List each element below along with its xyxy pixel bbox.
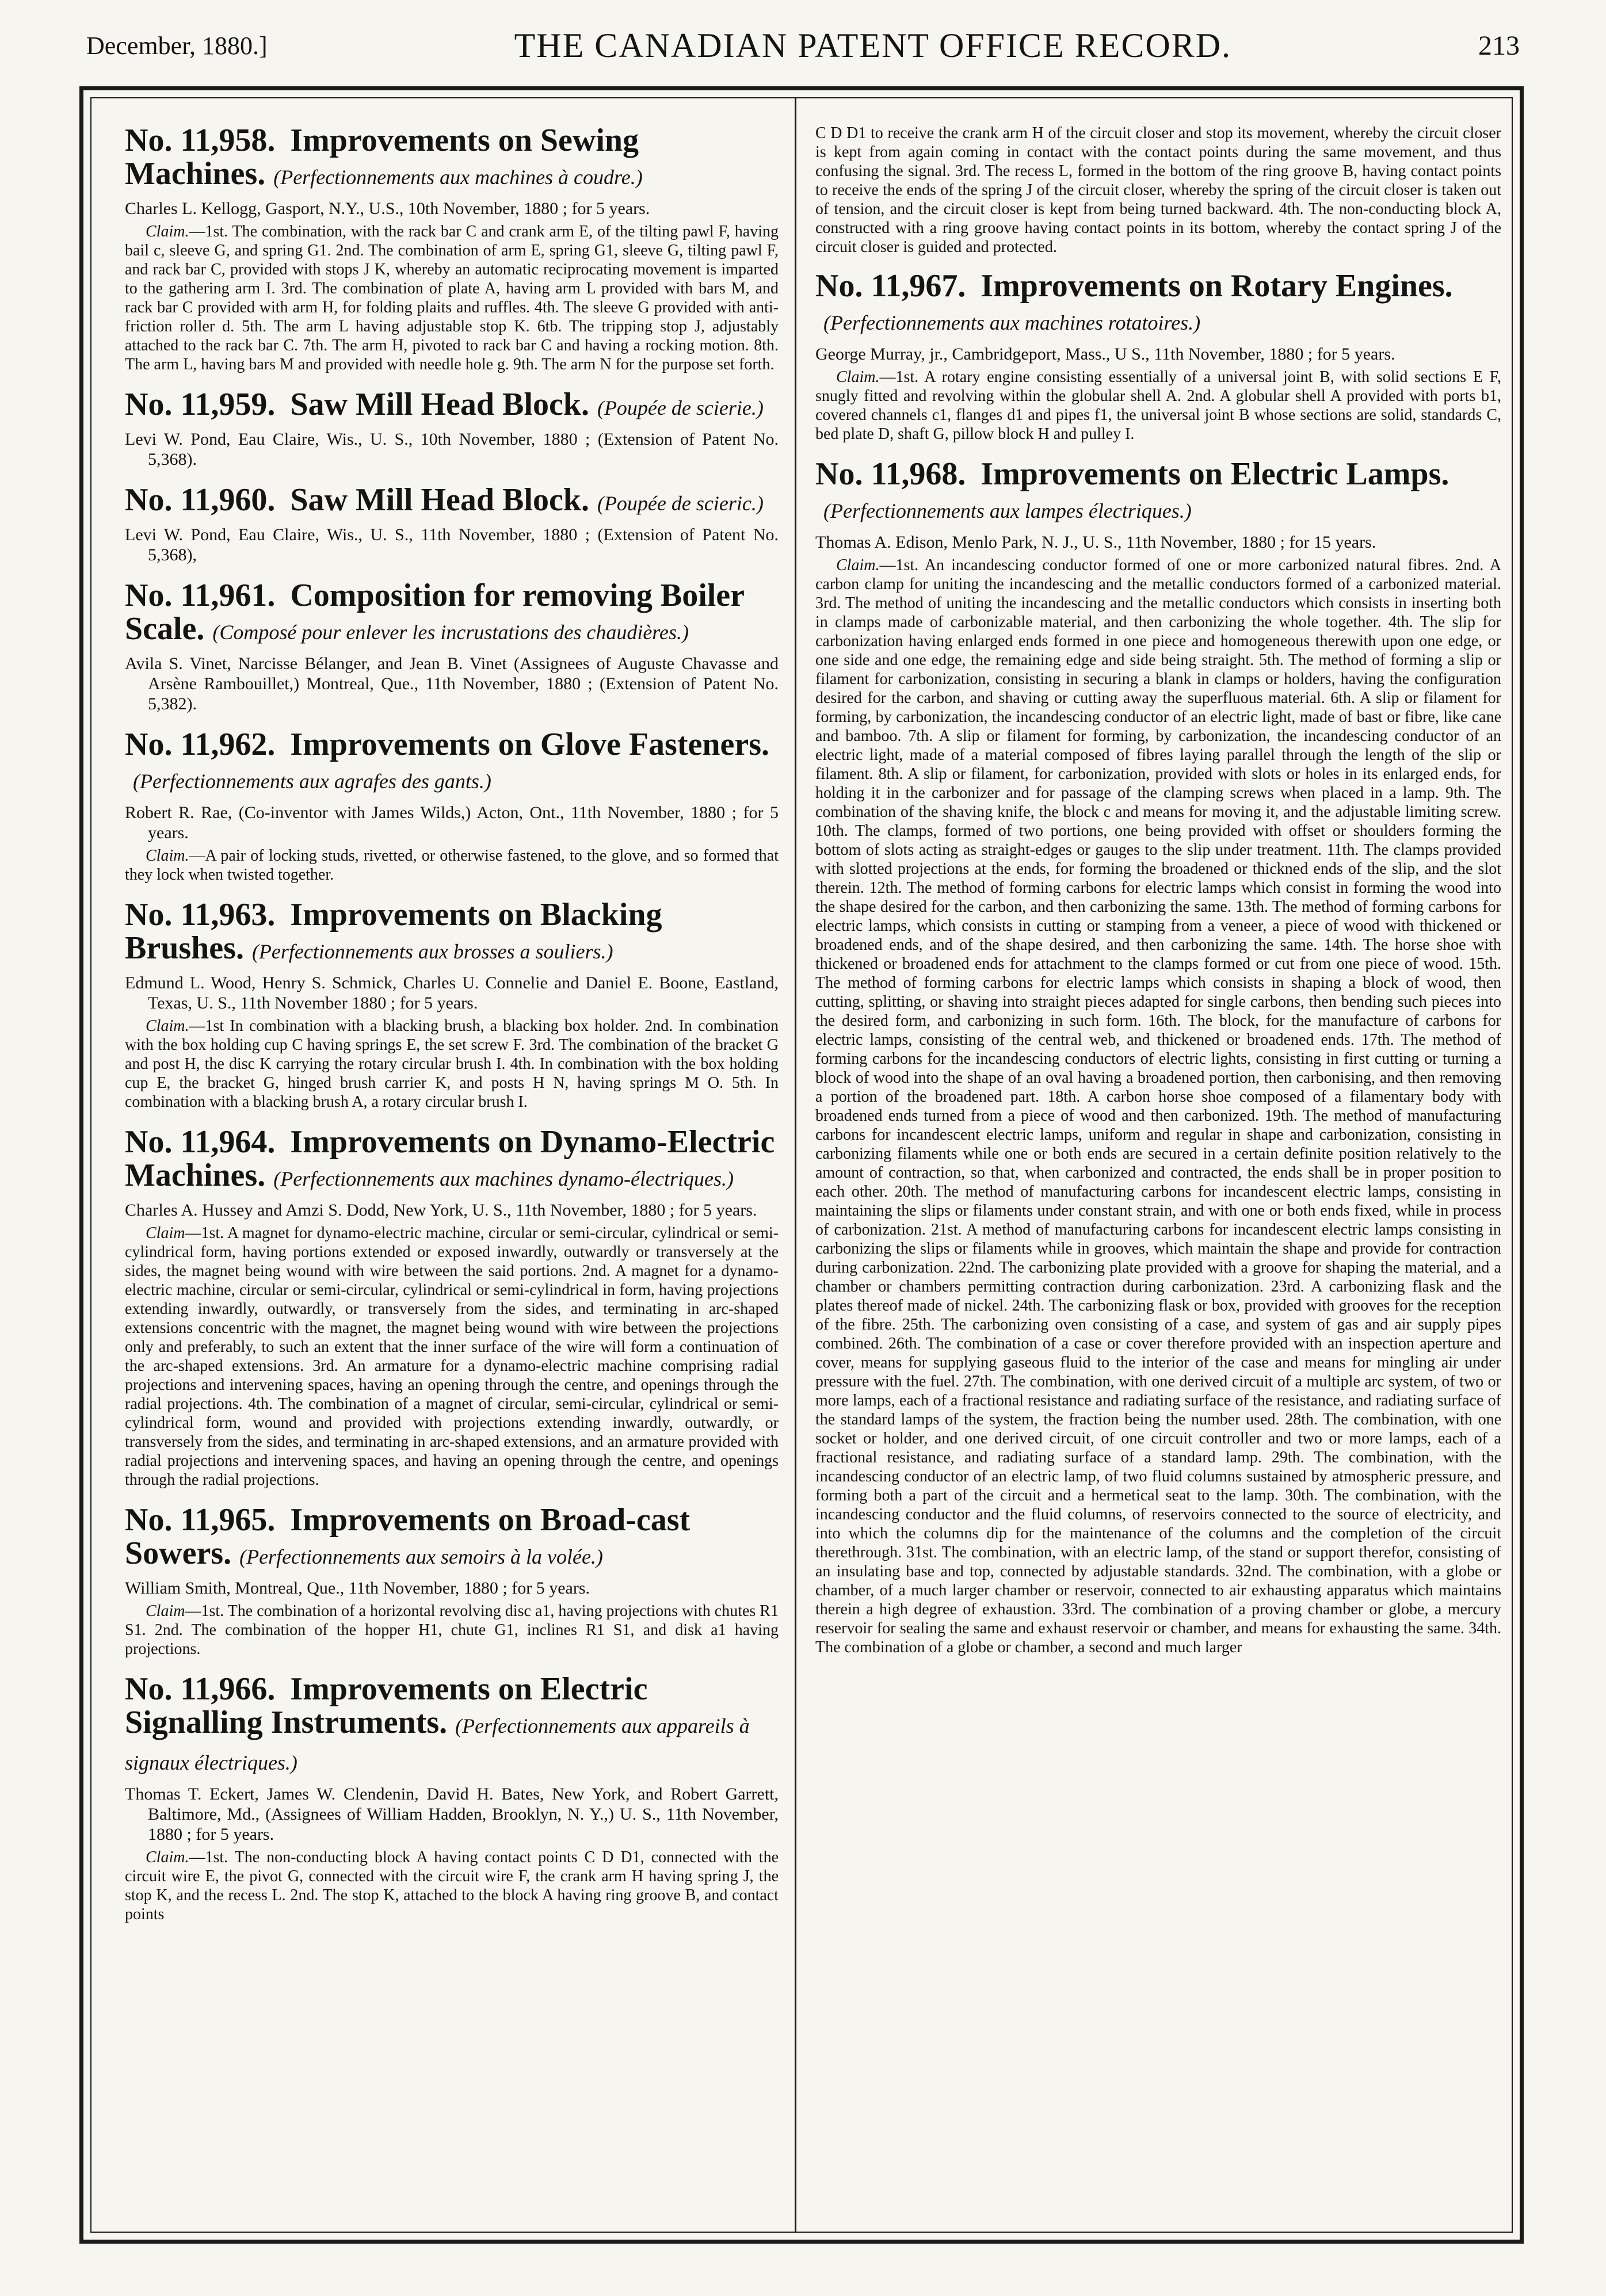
- left-column: [125, 124, 779, 1938]
- patent-title: Improvements on Electric Signalling Instruments.: [125, 1671, 648, 1740]
- french-title: (Perfectionnements aux machines dynamo-électriques.): [273, 1167, 734, 1190]
- french-title: (Perfectionnements aux agrafes des gants.): [133, 770, 491, 793]
- patent-number: No. 11,963.: [125, 897, 276, 933]
- patent-title: Improvements on Rotary Engines.: [981, 268, 1453, 304]
- right-column: [815, 124, 1501, 1671]
- claim-text: [125, 1017, 779, 1111]
- patent-title: Improvements on Sewing Machines.: [125, 123, 639, 192]
- patent-number: No. 11,967.: [815, 268, 966, 304]
- inventor-line: William Smith, Montreal, Que., 11th November, 1880 ; for 5 years.: [125, 1579, 590, 1598]
- french-title: (Perfectionnements aux machines à coudre.): [273, 166, 643, 189]
- french-title: (Perfectionnements aux brosses a souliers.): [251, 940, 613, 963]
- patent-title: Saw Mill Head Block.: [290, 387, 589, 422]
- inventor-line: Thomas T. Eckert, James W. Clendenin, David H. Bates, New York, and Robert Garrett, Baltimore, Md., (Assignees of William Hadden, Brooklyn, N. Y.,) U. S., 11th November, 1880 ; for 5 years.: [125, 1785, 779, 1844]
- patent-heading: [815, 269, 1501, 339]
- claim-body: —1st. The combination of a horizontal revolving disc a1, having projections with chutes R1 S1. 2nd. The combination of the hopper H1, chute G1, inclines R1 S1, and disk a1 having projections.: [125, 1602, 779, 1658]
- claim-body: —1st. An incandescing conductor formed of one or more carbonized natural fibres. 2nd. A carbon clamp for uniting the incandescing and the metallic conductors formed of a carbonized material. 3rd. The method of uniting the incandescing and the metallic conductors which consists in inserting both in clamps made of carbonizable material, and then carbonizing the whole together. 4th. The slip for carbonization having enlarged ends formed in one piece and homogeneous therewith upon one edge, or one side and one edge, the remaining edge and side being straight. 5th. The method of forming a slip or filament for carbonization, consisting in securing a blank in clamps or holders, having the configuration desired for the carbon, and shaving or cutting away the superfluous material. 6th. A slip or filament for forming, by carbonization, the incandescing conductor of an electric light, made of bast or fibre, like cane and bamboo. 7th. A slip or filament for forming, by carbonization, the incandescing conductor of an electric light, made of a material composed of fibres laying parallel through the length of the slip or filament. 8th. A slip or filament, for carbonization, provided with slots or holes in its enlarged ends, for holding it in the carbonizer and for passage of the clamping screws when placed in a lamp. 9th. The combination of the shaving knife, the block c and means for moving it, and the adjustable limiting screw. 10th. The clamps, formed of two portions, one being provided with offset or shoulders forming the bottom of slots acting as straight-edges or gauges to the slip under treatment. 11th. The clamps provided with slotted projections at the ends, for forming the broadened or thickned ends of the slip, and the slot therein. 12th. The method of forming carbons for electric lamps which consist in forming the wood into the shape desired for the carbon, and then carbonizing the same. 13th. The method of forming carbons for electric lamps, which consists in cutting or stamping from a veneer, a piece of wood with thickened or broadened ends, and of the shape desired, and then carbonizing the same. 14th. The horse shoe with thickened or broadened ends for attachment to the clamps formed or cut from one piece of wood. 15th. The method of forming carbons for electric lamps which consists in shaping a block of wood, then cutting, splitting, or shaving into straight pieces adapted for single carbons, then bending such pieces into the desired form, and carbonizing in such form. 16th. The block, for the manufacture of carbons for electric lamps, consisting of the central web, and thickened or broadened ends. 17th. The method of forming carbons for the incandescing conductors of electric lights, consisting in first cutting or turning a block of wood into the shape of an oval having a broadened portion, then carbonising, and then removing a portion of the broadened part. 18th. A carbon horse shoe composed of a filamentary body with broadened ends turned from a piece of wood and then carbonized. 19th. The method of manufacturing carbons for incandescent electric lamps, uniform and regular in shape and carbonization, consisting in carbonizing filaments while one or both ends are secured in a certain definite position relatively to the amount of contraction, so that, when carbonized and contracted, the ends shall be in proper position to each other. 20th. The method of manufacturing carbons for incandescent electric lamps, consisting in maintaining the slips or filaments under constant strain, and with one or both ends fixed, while in process of carbonization. 21st. A method of manufacturing carbons for incandescent electric lamps consisting in carbonizing the slips or filaments while in grooves, which maintain the shape and provide for contraction during carbonization. 22nd. The carbonizing plate provided with a groove for shaping the material, and a chamber or chambers permitting contraction during carbonization. 23rd. A carbonizing flask and the plates thereof made of nickel. 24th. The carbonizing flask or box, provided with grooves for the reception of the fibre. 25th. The carbonizing oven consisting of a case, and system of gas and air supply pipes combined. 26th. The combination of a case or cover therefore provided with an inspection aperture and cover, means for supplying gaseous fluid to the interior of the case and means for mingling air under pressure with the fuel. 27th. The combination, with one derived circuit of a multiple arc system, of two or more lamps, each of a fractional resistance and radiating surface of the resistance, and radiating surface of the standard lamps of the system, the fraction being the number used. 28th. The combination, with one socket or holder, and one derived circuit, of one circuit controller and two or more lamps, each of a fractional resistance, and radiating surface of a standard lamp. 29th. The combination, with the incandescing conductor of an electric lamp, of two fluid columns sustained by atmospheric pressure, and forming both a part of the circuit and a hermetical seat to the lamp. 30th. The combination, with the incandescing conductor and the fluid columns, of reservoirs connected to the source of electricity, and into which the columns dip for the maintenance of the columns and the completion of the circuit therethrough. 31st. The combination, with an electric lamp, of the stand or support therefor, consisting of an insulating base and top, connected by adjustable standards. 32nd. The combination, with a globe or chamber, of a much larger chamber or reservoir, connected to air exhausting apparatus which maintains therein a high degree of exhaustion. 33rd. The combination of a proving chamber or globe, a mercury reservoir for sealing the same and exhaust reservoir or chamber, and means for exhausting the same. 34th. The combination of a globe or chamber, a second and much larger: [815, 556, 1501, 1656]
- claim-body: —A pair of locking studs, rivetted, or otherwise fastened, to the glove, and so formed that they lock when twisted together.: [125, 847, 779, 884]
- claim-label: Claim.: [146, 847, 189, 865]
- claim-label: Claim: [146, 1224, 185, 1242]
- claim-text: [125, 1602, 779, 1659]
- patent-title: Improvements on Glove Fasteners.: [290, 727, 770, 762]
- patent-heading: [125, 1672, 779, 1779]
- page-number: 213: [1478, 30, 1520, 61]
- claim-label: Claim.: [146, 1017, 189, 1035]
- patent-entry-11958: [125, 124, 779, 374]
- french-title: (Perfectionnements aux semoirs à la volée.): [239, 1545, 603, 1568]
- patent-entry-11960: [125, 483, 779, 565]
- patent-number: No. 11,960.: [125, 482, 276, 518]
- publication-title: THE CANADIAN PATENT OFFICE RECORD.: [514, 26, 1232, 64]
- inventor-line: Levi W. Pond, Eau Claire, Wis., U. S., 10th November, 1880 ; (Extension of Patent No. 5,368).: [125, 430, 779, 469]
- patent-heading: [125, 898, 779, 968]
- claim-body: —1st. The combination, with the rack bar C and crank arm E, of the tilting pawl F, having bail c, sleeve G, and spring G1. 2nd. The combination of arm E, spring G1, sleeve G, tilting pawl F, and rack bar C, provided with stops J K, whereby an automatic reciprocating movement is imparted to the gathering arm I. 3rd. The combination of plate A, having arm L provided with bars M, and rack bar C provided with arm H, for folding plaits and ruffles. 4th. The sleeve G provided with anti-friction roller d. 5th. The arm L having adjustable stop K. 6tb. The tripping stop J, adjustably attached to the rack bar C. 7th. The arm H, pivoted to rack bar C and having a rocking motion. 8th. The arm L, having bars M and provided with needle hole g. 9th. The arm N for the purpose set forth.: [125, 223, 779, 373]
- claim-label: Claim.: [146, 1848, 189, 1866]
- continued-claim-text: C D D1 to receive the crank arm H of the circuit closer and stop its movement, whereby the circuit closer is kept from again coming in contact with the contact points during the same movement, and thus confusing the signal. 3rd. The recess L, formed in the bottom of the ring groove B, having contact points to receive the ends of the spring J of the circuit closer, whereby the spring of the circuit closer is taken out of tension, and the circuit closer is kept from being turned backward. 4th. The non-conducting block A, constructed with a ring groove having contact points in its bottom, whereby the contact spring J of the circuit closer is guided and protected.: [815, 124, 1501, 256]
- patent-number: No. 11,962.: [125, 727, 276, 762]
- claim-text: [815, 368, 1501, 444]
- claim-text: [125, 222, 779, 374]
- claim-text: [125, 1848, 779, 1924]
- claim-label: Claim.: [836, 556, 880, 574]
- claim-label: Claim: [146, 1602, 185, 1620]
- patent-title: Improvements on Broad-cast Sowers.: [125, 1502, 691, 1571]
- claim-label: Claim.: [836, 368, 880, 386]
- french-title: (Perfectionnements aux machines rotatoires.): [823, 311, 1201, 334]
- inventor-line: Charles A. Hussey and Amzi S. Dodd, New York, U. S., 11th November, 1880 ; for 5 years.: [125, 1201, 757, 1220]
- inventor-line: George Murray, jr., Cambridgeport, Mass., U S., 11th November, 1880 ; for 5 years.: [815, 345, 1395, 364]
- running-head: [86, 25, 1520, 66]
- patent-number: No. 11,961.: [125, 578, 276, 613]
- claim-text: [125, 1224, 779, 1489]
- patent-title: Improvements on Blacking Brushes.: [125, 897, 662, 966]
- patent-number: No. 11,968.: [815, 456, 966, 492]
- french-title: (Poupée de scierie.): [597, 396, 764, 419]
- claim-body: —1st. A rotary engine consisting essentially of a universal joint B, with solid sections E F, snugly fitted and revolving within the globular shell A. 2nd. A globular shell A provided with ports b1, covered channels c1, flanges d1 and pipes f1, the universal joint B whose sections are solid, standards C, bed plate D, shaft G, pillow block H and pulley I.: [815, 368, 1501, 443]
- inventor-line: Robert R. Rae, (Co-inventor with James Wilds,) Acton, Ont., 11th November, 1880 ; for 5 years.: [125, 803, 779, 842]
- inventor-line: Charles L. Kellogg, Gasport, N.Y., U.S., 10th November, 1880 ; for 5 years.: [125, 199, 650, 218]
- patent-number: No. 11,966.: [125, 1671, 276, 1707]
- claim-body: —1st In combination with a blacking brush, a blacking box holder. 2nd. In combination with the box holding cup C having springs E, the set screw F. 3rd. The combination of the bracket G and post H, the disc K carrying the rotary circular brush I. 4th. In combination with the box holding cup E, the bracket G, hinged brush carrier K, and posts H N, having springs M O. 5th. In combination with a blacking brush A, a rotary circular brush I.: [125, 1017, 779, 1111]
- inventor-line: Avila S. Vinet, Narcisse Bélanger, and Jean B. Vinet (Assignees of Auguste Chavasse and Arsène Rambouillet,) Montreal, Que., 11th November, 1880 ; (Extension of Patent No. 5,382).: [125, 654, 779, 713]
- patent-entry-11963: [125, 898, 779, 1111]
- french-title: (Perfectionnements aux appareils à signaux électriques.): [125, 1714, 750, 1774]
- patent-entry-11959: [125, 388, 779, 469]
- french-title: (Poupée de scieric.): [597, 492, 764, 515]
- patent-number: No. 11,958.: [125, 123, 276, 158]
- patent-entry-11962: [125, 728, 779, 884]
- claim-label: Claim.: [146, 223, 189, 240]
- patent-entry-11964: [125, 1125, 779, 1489]
- patent-entry-11965: [125, 1503, 779, 1659]
- patent-number: No. 11,964.: [125, 1124, 276, 1160]
- patent-heading: [125, 124, 779, 194]
- column-rule: [795, 97, 796, 2233]
- patent-entry-11968: [815, 457, 1501, 1657]
- patent-title: Improvements on Dynamo-Electric Machines.: [125, 1124, 775, 1193]
- patent-heading: [125, 728, 779, 798]
- patent-number: No. 11,965.: [125, 1502, 276, 1538]
- claim-body: —1st. The non-conducting block A having contact points C D D1, connected with the circuit wire E, the pivot G, connected with the circuit wire F, the crank arm H having spring J, the stop K, and the recess L. 2nd. The stop K, attached to the block A having ring groove B, and contact points: [125, 1848, 779, 1923]
- patent-heading: [125, 1503, 779, 1573]
- patent-heading: [125, 579, 779, 649]
- patent-entry-11966: [125, 1672, 779, 1924]
- french-title: (Composé pour enlever les incrustations des chaudières.): [212, 621, 689, 644]
- patent-title: Composition for removing Boiler Scale.: [125, 578, 745, 647]
- patent-title: Improvements on Electric Lamps.: [981, 456, 1449, 492]
- patent-number: No. 11,959.: [125, 387, 276, 422]
- inventor-line: Levi W. Pond, Eau Claire, Wis., U. S., 11th November, 1880 ; (Extension of Patent No. 5,368),: [125, 525, 779, 564]
- inventor-line: Edmund L. Wood, Henry S. Schmick, Charles U. Connelie and Daniel E. Boone, Eastland, Texas, U. S., 11th November 1880 ; for 5 years.: [125, 973, 779, 1013]
- claim-text: [125, 846, 779, 884]
- claim-body: —1st. A magnet for dynamo-electric machine, circular or semi-circular, cylindrical or semi-cylindrical form, having portions extended or exposed inwardly, outwardly or transversely at the sides, the magnet being wound with wire between the said portions. 2nd. A magnet for a dynamo-electric machine, circular or semi-circular, cylindrical or semi-cylindrical in form, having projections extending inwardly, outwardly, or transversely from the sides, and terminating in arc-shaped extensions concentric with the magnet, the magnet being wound with wire between the projections only and preferably, to such an extent that the inner surface of the wire will form a continuation of the arc-shaped extensions. 3rd. An armature for a dynamo-electric machine comprising radial projections and intervening spaces, having an opening through the centre, and openings through the radial projections. 4th. The combination of a magnet of circular, semi-circular, cylindrical or semi-cylindrical form, wound and provided with projections extending inwardly, outwardly, or transversely from the sides, and terminating in arc-shaped extensions, and an armature provided with radial projections and intervening spaces, and having an opening through the centre, and openings through the radial projections.: [125, 1224, 779, 1489]
- patent-heading: [125, 483, 779, 520]
- patent-entry-11961: [125, 579, 779, 714]
- patent-title: Saw Mill Head Block.: [290, 482, 589, 518]
- claim-text: [815, 556, 1501, 1657]
- patent-heading: [815, 457, 1501, 528]
- patent-heading: [125, 388, 779, 425]
- page-frame: [79, 86, 1524, 2244]
- issue-date: December, 1880.]: [86, 31, 268, 60]
- inventor-line: Thomas A. Edison, Menlo Park, N. J., U. S., 11th November, 1880 ; for 15 years.: [815, 533, 1376, 552]
- french-title: (Perfectionnements aux lampes électriques.): [823, 499, 1192, 522]
- patent-entry-11967: [815, 269, 1501, 444]
- patent-heading: [125, 1125, 779, 1195]
